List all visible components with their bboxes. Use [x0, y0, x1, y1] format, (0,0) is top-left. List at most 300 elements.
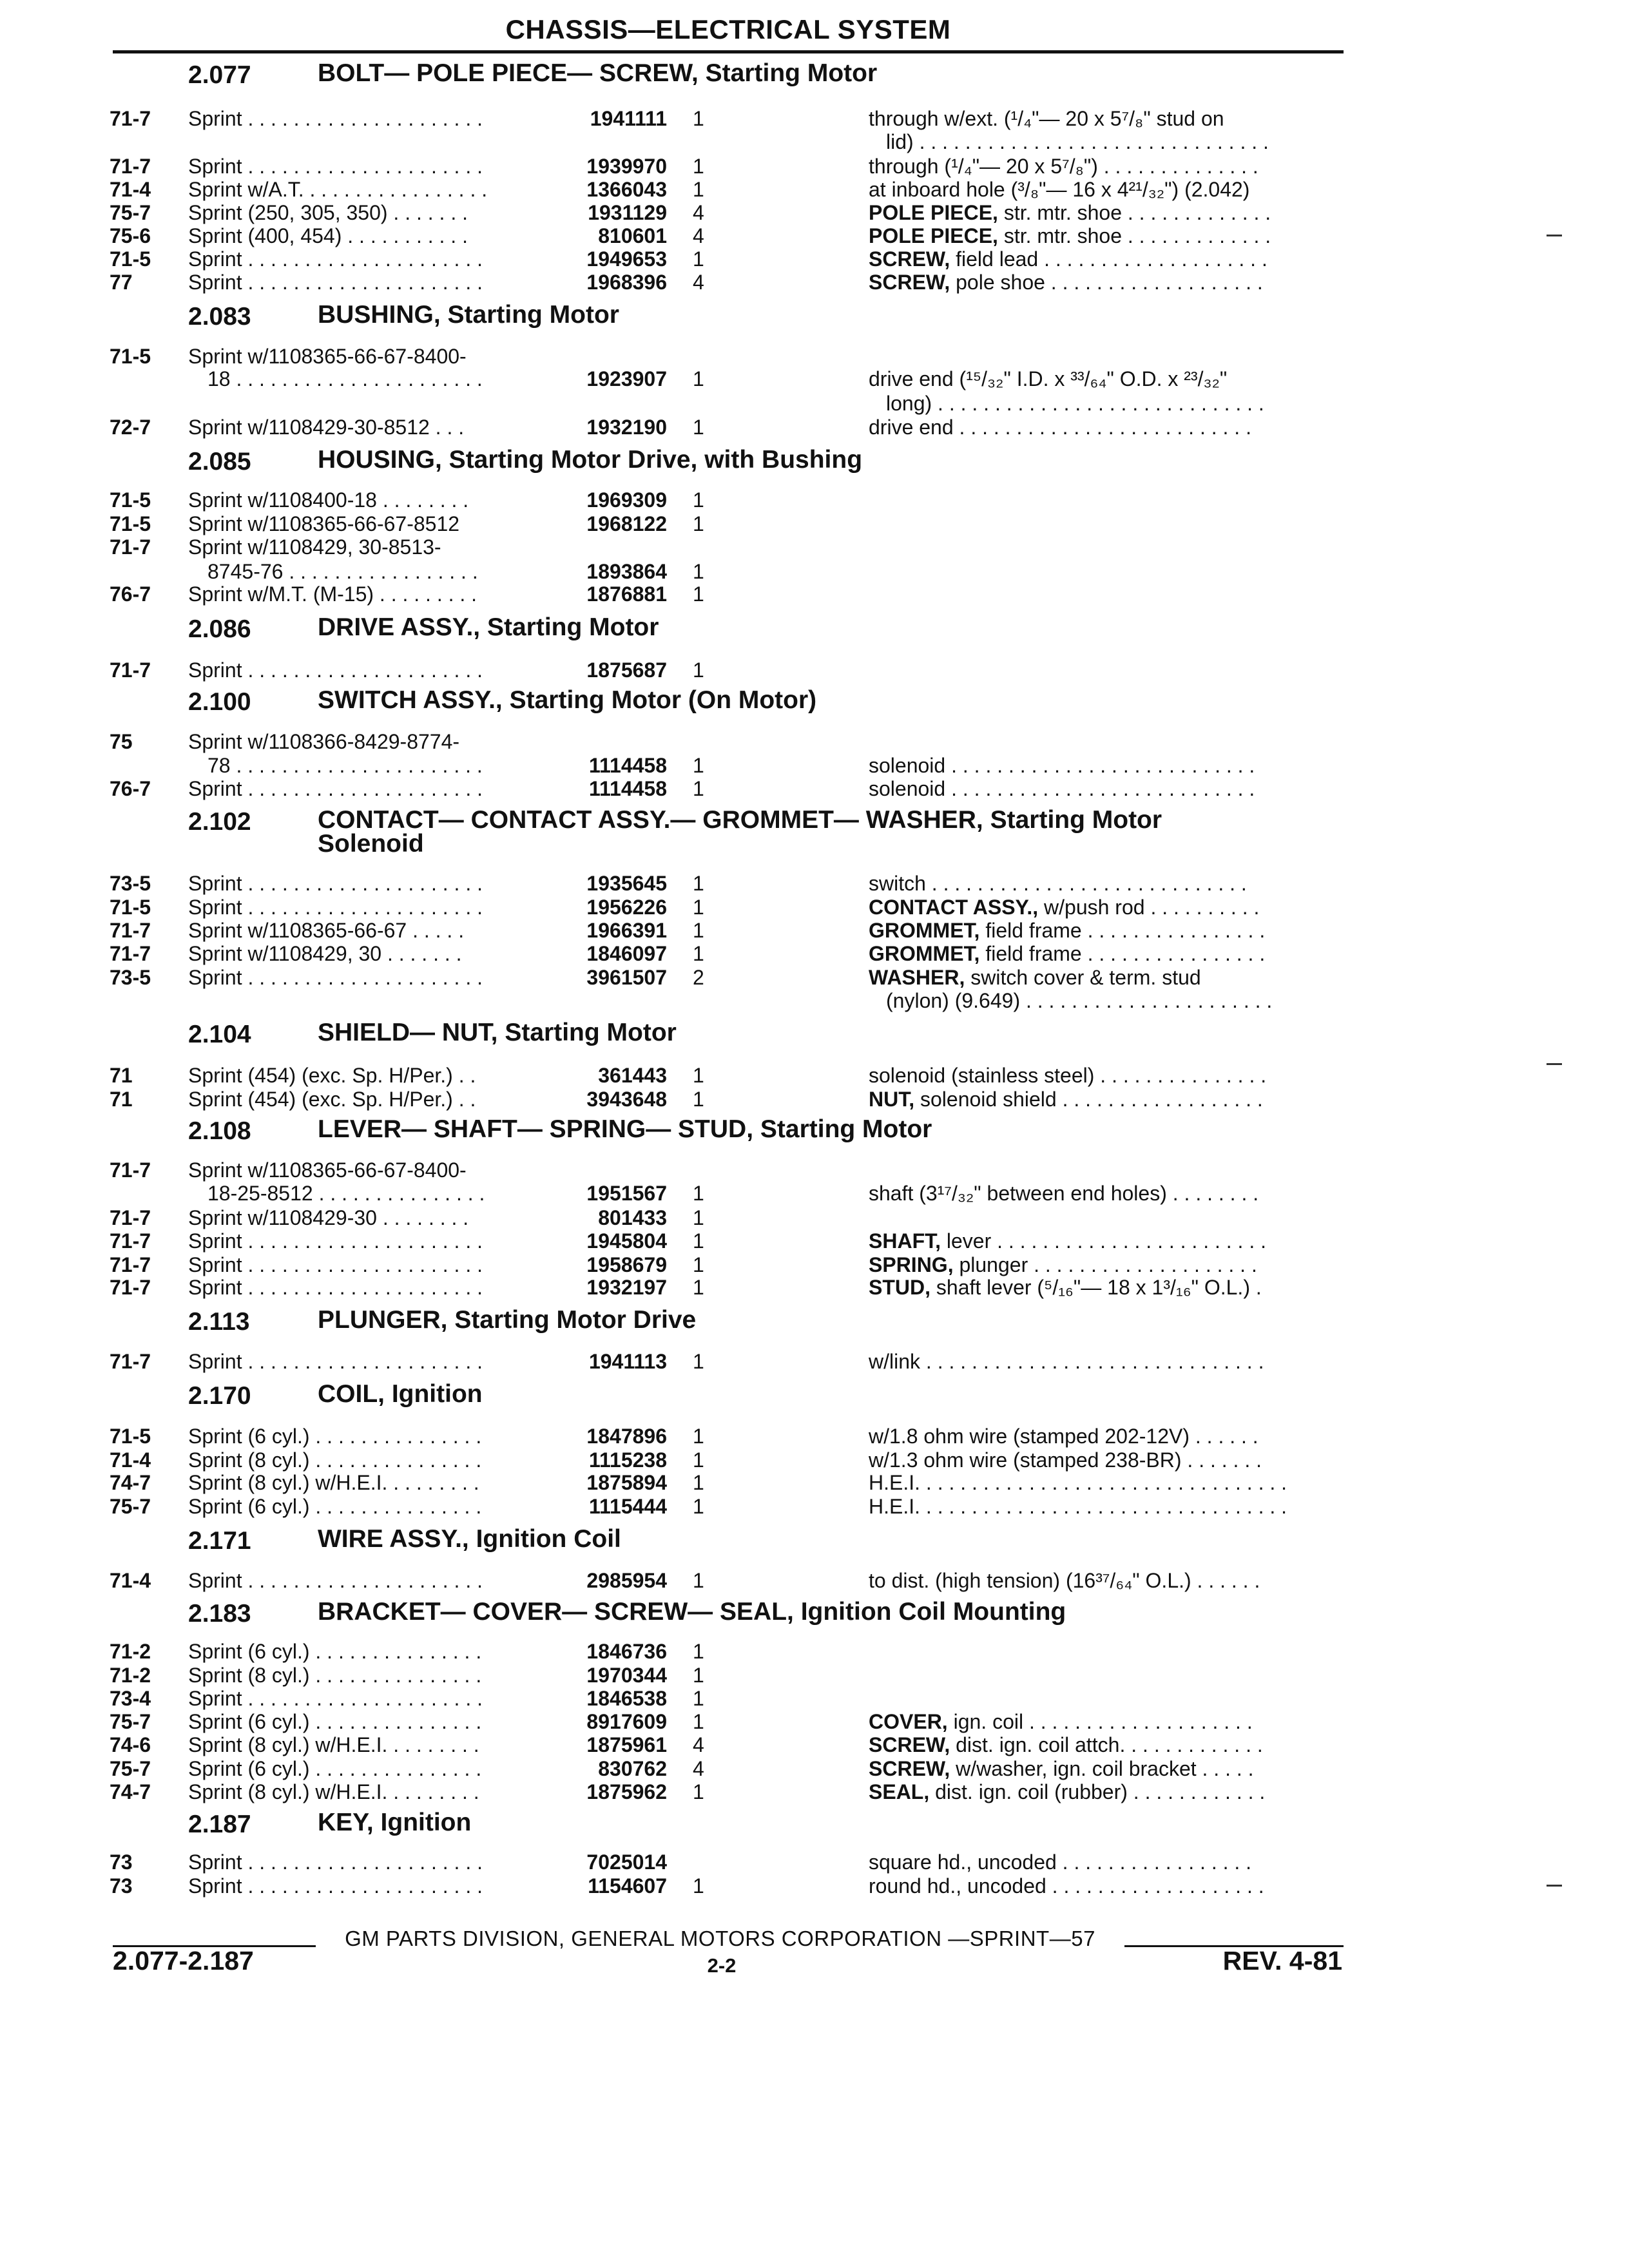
ref-number: 73	[110, 1850, 133, 1874]
table-row	[0, 488, 1629, 512]
table-row	[0, 1253, 1629, 1277]
quantity: 1	[693, 777, 704, 800]
ref-number: 73-5	[110, 966, 151, 989]
section-number: 2.170	[188, 1382, 251, 1410]
part-number: 1966391	[586, 919, 667, 942]
model-application: Sprint . . . . . . . . . . . . . . . . . . . . .	[188, 271, 483, 294]
section-number: 2.187	[188, 1811, 251, 1838]
part-number: 3961507	[586, 966, 667, 989]
quantity: 1	[693, 416, 704, 439]
part-number: 1970344	[586, 1664, 667, 1687]
part-number: 1968122	[586, 512, 667, 535]
quantity: 1	[693, 1350, 704, 1373]
table-row	[0, 1687, 1629, 1711]
description	[869, 1780, 1345, 1804]
description	[869, 1229, 1345, 1253]
part-number: 1931129	[588, 201, 667, 224]
section-heading	[0, 806, 1629, 858]
part-number: 1876881	[586, 582, 667, 606]
ref-number: 75-7	[110, 201, 151, 224]
section-heading	[0, 1382, 1629, 1413]
table-row	[0, 130, 1629, 154]
model-application: Sprint . . . . . . . . . . . . . . . . . . . . .	[188, 1569, 483, 1592]
description-text: solenoid shield . . . . . . . . . . . . . . . . . .	[914, 1088, 1263, 1111]
table-row	[0, 942, 1629, 966]
part-number: 1932197	[586, 1276, 667, 1299]
description-part-name: STUD,	[869, 1276, 930, 1299]
part-number: 1154607	[588, 1874, 667, 1898]
description-text: str. mtr. shoe . . . . . . . . . . . . .	[998, 224, 1271, 247]
model-application: Sprint (6 cyl.) . . . . . . . . . . . . . . .	[188, 1710, 482, 1733]
part-number: 1114458	[588, 754, 667, 777]
description-text: at inboard hole (³/₈"— 16 x 4²¹/₃₂") (2.042)	[869, 178, 1250, 201]
table-row	[0, 1471, 1629, 1495]
table-row	[0, 1640, 1629, 1664]
quantity: 1	[693, 1253, 704, 1276]
description-text: field lead . . . . . . . . . . . . . . . . . . . .	[950, 247, 1268, 271]
section-title	[318, 448, 1342, 472]
description-text: field frame . . . . . . . . . . . . . . . .	[979, 942, 1266, 965]
ref-number: 71-5	[110, 512, 151, 535]
quantity: 1	[693, 1088, 704, 1111]
quantity: 2	[693, 966, 704, 989]
part-number: 1923907	[586, 367, 667, 390]
ref-number: 76-7	[110, 582, 151, 606]
part-number: 8917609	[586, 1710, 667, 1733]
description	[869, 1495, 1345, 1519]
description	[869, 966, 1345, 990]
description-text: ign. coil . . . . . . . . . . . . . . . . . . . .	[947, 1710, 1253, 1733]
description	[886, 130, 1345, 154]
footer-page-number: 2-2	[707, 1954, 737, 1977]
section-title	[318, 303, 1342, 327]
quantity: 1	[693, 1182, 704, 1205]
description-text: round hd., uncoded . . . . . . . . . . . . . . . . . . .	[869, 1874, 1264, 1898]
part-number: 1875962	[586, 1780, 667, 1803]
section-number: 2.113	[188, 1308, 250, 1336]
description-part-name: SCREW,	[869, 271, 950, 294]
table-row	[0, 271, 1629, 294]
model-application: Sprint w/1108400-18 . . . . . . . .	[188, 488, 469, 512]
model-application: Sprint (8 cyl.) . . . . . . . . . . . . . . .	[188, 1448, 482, 1472]
table-row	[0, 1780, 1629, 1804]
ref-number: 71-4	[110, 1569, 151, 1592]
quantity: 4	[693, 224, 704, 247]
table-row	[0, 345, 1629, 369]
quantity: 1	[693, 1687, 704, 1710]
part-number: 1846736	[586, 1640, 667, 1663]
page-title: CHASSIS—ELECTRICAL SYSTEM	[505, 14, 951, 44]
model-application: Sprint . . . . . . . . . . . . . . . . . . . . .	[188, 1874, 483, 1898]
quantity: 1	[693, 1206, 704, 1229]
description-part-name: WASHER,	[869, 966, 965, 989]
ref-number: 73-5	[110, 872, 151, 895]
table-row	[0, 1664, 1629, 1687]
table-row	[0, 201, 1629, 225]
table-row	[0, 178, 1629, 202]
description	[869, 1253, 1345, 1277]
description-text: plunger . . . . . . . . . . . . . . . . . . . .	[953, 1253, 1257, 1276]
table-row	[0, 730, 1629, 754]
description-text: w/1.3 ohm wire (stamped 238-BR) . . . . . . .	[869, 1448, 1262, 1472]
model-application: Sprint (8 cyl.) w/H.E.I. . . . . . . . .	[188, 1780, 479, 1803]
section-title	[318, 1117, 1342, 1141]
table-row	[0, 560, 1629, 584]
ref-number: 71-7	[110, 942, 151, 965]
model-application: Sprint . . . . . . . . . . . . . . . . . . . . .	[188, 107, 483, 130]
table-row	[0, 658, 1629, 682]
description	[869, 896, 1345, 919]
margin-mark	[1547, 1885, 1562, 1887]
part-number: 1941113	[588, 1350, 667, 1373]
quantity: 1	[693, 1064, 704, 1087]
quantity: 4	[693, 1757, 704, 1780]
part-number: 1875961	[586, 1733, 667, 1756]
model-application: Sprint w/1108365-66-67-8512	[188, 512, 460, 535]
table-row	[0, 155, 1629, 178]
model-application: Sprint . . . . . . . . . . . . . . . . . . . . .	[188, 1229, 483, 1253]
model-application: Sprint (454) (exc. Sp. H/Per.) . .	[188, 1088, 476, 1111]
description	[869, 1182, 1345, 1206]
quantity: 1	[693, 560, 704, 583]
table-row	[0, 1733, 1629, 1757]
description	[869, 224, 1345, 248]
description	[869, 1757, 1345, 1781]
section-title	[318, 1382, 1342, 1406]
model-application: Sprint . . . . . . . . . . . . . . . . . . . . .	[188, 658, 483, 682]
ref-number: 73	[110, 1874, 133, 1898]
quantity: 1	[693, 658, 704, 682]
section-title-line: BUSHING, Starting Motor	[318, 301, 619, 329]
description	[869, 247, 1345, 271]
table-row	[0, 1757, 1629, 1781]
part-number: 1949653	[586, 247, 667, 271]
description-part-name: SEAL,	[869, 1780, 930, 1803]
table-row	[0, 1064, 1629, 1088]
quantity: 1	[693, 1229, 704, 1253]
part-number: 810601	[598, 224, 667, 247]
section-heading	[0, 1308, 1629, 1339]
part-number: 1846538	[586, 1687, 667, 1710]
section-title	[318, 1527, 1342, 1551]
ref-number: 72-7	[110, 416, 151, 439]
description-text: w/push rod . . . . . . . . . .	[1038, 896, 1260, 919]
quantity: 1	[693, 919, 704, 942]
table-row	[0, 1350, 1629, 1374]
model-application: Sprint w/1108366-8429-8774-	[188, 730, 460, 753]
ref-number: 71-4	[110, 178, 151, 201]
model-application: Sprint . . . . . . . . . . . . . . . . . . . . .	[188, 966, 483, 989]
part-number: 830762	[598, 1757, 667, 1780]
section-title-line: SWITCH ASSY., Starting Motor (On Motor)	[318, 686, 817, 714]
description-text: switch . . . . . . . . . . . . . . . . . . . . . . . . . . . .	[869, 872, 1247, 895]
table-row	[0, 1710, 1629, 1734]
description-text: drive end (¹⁵/₃₂" I.D. x ³³/₆₄" O.D. x ²³/₃₂"	[869, 367, 1228, 390]
margin-mark	[1547, 235, 1562, 236]
ref-number: 71-7	[110, 1229, 151, 1253]
model-application: 78 . . . . . . . . . . . . . . . . . . . . . .	[207, 754, 483, 777]
model-application: Sprint w/1108429, 30 . . . . . . .	[188, 942, 462, 965]
model-application: Sprint (250, 305, 350) . . . . . . .	[188, 201, 468, 224]
description-text: drive end . . . . . . . . . . . . . . . . . . . . . . . . . .	[869, 416, 1251, 439]
section-title-line: BOLT— POLE PIECE— SCREW, Starting Motor	[318, 59, 878, 87]
model-application: Sprint w/1108429, 30-8513-	[188, 535, 441, 559]
ref-number: 71-7	[110, 1350, 151, 1373]
table-row	[0, 1495, 1629, 1519]
table-row	[0, 1088, 1629, 1111]
description	[869, 1088, 1345, 1111]
description	[869, 919, 1345, 943]
description-part-name: GROMMET,	[869, 919, 980, 942]
section-number: 2.077	[188, 61, 251, 89]
part-number: 1951567	[586, 1182, 667, 1205]
section-title	[318, 61, 1342, 85]
section-title-line: Solenoid	[318, 830, 424, 858]
description	[869, 872, 1345, 896]
model-application: Sprint (8 cyl.) w/H.E.I. . . . . . . . .	[188, 1471, 479, 1494]
section-number: 2.083	[188, 303, 251, 331]
part-number: 2985954	[586, 1569, 667, 1592]
section-number: 2.100	[188, 688, 251, 716]
quantity: 1	[693, 1495, 704, 1518]
description	[869, 1569, 1345, 1593]
section-title-line: HOUSING, Starting Motor Drive, with Bushing	[318, 446, 863, 474]
model-application: Sprint . . . . . . . . . . . . . . . . . . . . .	[188, 777, 483, 800]
ref-number: 71-7	[110, 658, 151, 682]
section-title	[318, 808, 1342, 856]
section-title-line: PLUNGER, Starting Motor Drive	[318, 1306, 697, 1334]
part-number: 1115238	[588, 1448, 667, 1472]
model-application: Sprint (6 cyl.) . . . . . . . . . . . . . . .	[188, 1757, 482, 1780]
quantity: 1	[693, 582, 704, 606]
description-text: H.E.I. . . . . . . . . . . . . . . . . . . . . . . . . . . . . . . . .	[869, 1495, 1287, 1518]
quantity: 1	[693, 942, 704, 965]
table-row	[0, 107, 1629, 131]
description-text: switch cover & term. stud	[965, 966, 1201, 989]
table-row	[0, 1182, 1629, 1206]
part-number: 1935645	[586, 872, 667, 895]
model-application: 18-25-8512 . . . . . . . . . . . . . . .	[207, 1182, 485, 1205]
section-title-line: CONTACT— CONTACT ASSY.— GROMMET— WASHER, Starting Motor	[318, 806, 1162, 834]
description	[869, 754, 1345, 778]
description-text: w/1.8 ohm wire (stamped 202-12V) . . . . . .	[869, 1425, 1258, 1448]
ref-number: 73-4	[110, 1687, 151, 1710]
ref-number: 71-5	[110, 896, 151, 919]
table-row	[0, 1425, 1629, 1448]
description-text: w/link . . . . . . . . . . . . . . . . . . . . . . . . . . . . . .	[869, 1350, 1264, 1373]
table-row	[0, 1569, 1629, 1593]
table-row	[0, 247, 1629, 271]
margin-mark	[1547, 1063, 1562, 1065]
ref-number: 71-5	[110, 247, 151, 271]
model-application: Sprint . . . . . . . . . . . . . . . . . . . . .	[188, 896, 483, 919]
model-application: 8745-76 . . . . . . . . . . . . . . . . .	[207, 560, 478, 583]
model-application: Sprint (6 cyl.) . . . . . . . . . . . . . . .	[188, 1425, 482, 1448]
part-number: 1932190	[586, 416, 667, 439]
section-heading	[0, 303, 1629, 334]
part-number: 1893864	[586, 560, 667, 583]
section-title-line: DRIVE ASSY., Starting Motor	[318, 613, 659, 641]
table-row	[0, 416, 1629, 439]
model-application: 18 . . . . . . . . . . . . . . . . . . . . . .	[207, 367, 483, 390]
model-application: Sprint (454) (exc. Sp. H/Per.) . .	[188, 1064, 476, 1087]
footer-section-range: 2.077-2.187	[113, 1946, 254, 1975]
section-title-line: SHIELD— NUT, Starting Motor	[318, 1019, 677, 1046]
description-part-name: POLE PIECE,	[869, 201, 998, 224]
table-row	[0, 966, 1629, 990]
ref-number: 74-7	[110, 1471, 151, 1494]
part-number: 1875894	[586, 1471, 667, 1494]
section-number: 2.085	[188, 448, 251, 476]
ref-number: 71-7	[110, 1158, 151, 1182]
ref-number: 71-2	[110, 1664, 151, 1687]
section-heading	[0, 1527, 1629, 1558]
model-application: Sprint w/1108429-30-8512 . . .	[188, 416, 465, 439]
part-number: 1114458	[588, 777, 667, 800]
table-row	[0, 392, 1629, 416]
part-number: 1115444	[588, 1495, 667, 1518]
table-row	[0, 512, 1629, 536]
model-application: Sprint (8 cyl.) w/H.E.I. . . . . . . . .	[188, 1733, 479, 1756]
part-number: 1366043	[586, 178, 667, 201]
description-text: H.E.I. . . . . . . . . . . . . . . . . . . . . . . . . . . . . . . . .	[869, 1471, 1287, 1494]
section-title	[318, 688, 1342, 712]
description-part-name: SCREW,	[869, 1757, 950, 1780]
table-row	[0, 367, 1629, 391]
ref-number: 71-5	[110, 488, 151, 512]
model-application: Sprint w/1108365-66-67-8400-	[188, 345, 467, 368]
part-number: 1939970	[586, 155, 667, 178]
quantity: 4	[693, 201, 704, 224]
description-text: through (¹/₄"— 20 x 5⁷/₈") . . . . . . . . . . . . . .	[869, 155, 1258, 178]
description	[869, 1471, 1345, 1495]
quantity: 4	[693, 1733, 704, 1756]
section-title	[318, 1308, 1342, 1332]
quantity: 1	[693, 1448, 704, 1472]
description-part-name: GROMMET,	[869, 942, 980, 965]
ref-number: 71	[110, 1088, 133, 1111]
table-row	[0, 872, 1629, 896]
quantity: 1	[693, 1276, 704, 1299]
quantity: 1	[693, 247, 704, 271]
quantity: 1	[693, 488, 704, 512]
section-title-line: COIL, Ignition	[318, 1380, 483, 1408]
part-number: 7025014	[586, 1850, 667, 1874]
ref-number: 71-7	[110, 1253, 151, 1276]
section-title	[318, 1021, 1342, 1044]
quantity: 1	[693, 1471, 704, 1494]
part-number: 1956226	[586, 896, 667, 919]
ref-number: 75-7	[110, 1495, 151, 1518]
table-row	[0, 582, 1629, 606]
table-row	[0, 1158, 1629, 1182]
model-application: Sprint . . . . . . . . . . . . . . . . . . . . .	[188, 1850, 483, 1874]
table-row	[0, 989, 1629, 1013]
section-title	[318, 1600, 1342, 1624]
description-part-name: COVER,	[869, 1710, 948, 1733]
description-text: shaft (3¹⁷/₃₂" between end holes) . . . . . . . .	[869, 1182, 1259, 1205]
model-application: Sprint . . . . . . . . . . . . . . . . . . . . .	[188, 1253, 483, 1276]
description	[869, 271, 1345, 294]
description-part-name: SCREW,	[869, 247, 950, 271]
ref-number: 74-7	[110, 1780, 151, 1803]
model-application: Sprint . . . . . . . . . . . . . . . . . . . . .	[188, 1276, 483, 1299]
description-part-name: CONTACT ASSY.,	[869, 896, 1039, 919]
quantity: 1	[693, 1425, 704, 1448]
description	[869, 1350, 1345, 1374]
quantity: 1	[693, 1640, 704, 1663]
table-row	[0, 896, 1629, 919]
section-heading	[0, 688, 1629, 719]
description	[869, 178, 1345, 202]
model-application: Sprint . . . . . . . . . . . . . . . . . . . . .	[188, 1350, 483, 1373]
table-row	[0, 754, 1629, 778]
description-part-name: POLE PIECE,	[869, 224, 998, 247]
table-row	[0, 224, 1629, 248]
section-title	[318, 615, 1342, 639]
description	[869, 107, 1345, 131]
table-row	[0, 1850, 1629, 1874]
ref-number: 71-7	[110, 155, 151, 178]
description	[869, 1448, 1345, 1472]
quantity: 1	[693, 1710, 704, 1733]
description-text: solenoid (stainless steel) . . . . . . . . . . . . . . .	[869, 1064, 1267, 1087]
ref-number: 75-7	[110, 1710, 151, 1733]
model-application: Sprint w/1108429-30 . . . . . . . .	[188, 1206, 469, 1229]
section-title-line: BRACKET— COVER— SCREW— SEAL, Ignition Coil Mounting	[318, 1598, 1066, 1626]
description-text: square hd., uncoded . . . . . . . . . . . . . . . . .	[869, 1850, 1252, 1874]
ref-number: 71-5	[110, 345, 151, 368]
part-number: 1945804	[586, 1229, 667, 1253]
model-application: Sprint w/1108365-66-67-8400-	[188, 1158, 467, 1182]
quantity: 1	[693, 1874, 704, 1898]
quantity: 1	[693, 107, 704, 130]
description	[869, 1874, 1345, 1898]
quantity: 1	[693, 512, 704, 535]
ref-number: 71-7	[110, 107, 151, 130]
description	[869, 777, 1345, 801]
description-text: lever . . . . . . . . . . . . . . . . . . . . . . . .	[941, 1229, 1266, 1253]
section-heading	[0, 448, 1629, 479]
description	[869, 367, 1345, 391]
table-row	[0, 535, 1629, 559]
description-part-name: NUT,	[869, 1088, 915, 1111]
description	[886, 989, 1345, 1013]
ref-number: 71-7	[110, 919, 151, 942]
part-number: 1875687	[586, 658, 667, 682]
description-text: through w/ext. (¹/₄"— 20 x 5⁷/₈" stud on	[869, 107, 1224, 130]
ref-number: 71-7	[110, 1206, 151, 1229]
part-number: 801433	[598, 1206, 667, 1229]
section-heading	[0, 1021, 1629, 1052]
quantity: 1	[693, 896, 704, 919]
table-row	[0, 777, 1629, 801]
description-part-name: SPRING,	[869, 1253, 954, 1276]
section-heading	[0, 1600, 1629, 1631]
section-title-line: LEVER— SHAFT— SPRING— STUD, Starting Motor	[318, 1115, 932, 1143]
description-text: (nylon) (9.649) . . . . . . . . . . . . . . . . . . . . . .	[886, 989, 1273, 1012]
description-text: field frame . . . . . . . . . . . . . . . .	[979, 919, 1266, 942]
description	[869, 1064, 1345, 1088]
table-row	[0, 919, 1629, 943]
section-heading	[0, 1811, 1629, 1841]
ref-number: 71	[110, 1064, 133, 1087]
ref-number: 71-2	[110, 1640, 151, 1663]
description-part-name: SCREW,	[869, 1733, 950, 1756]
quantity: 1	[693, 1780, 704, 1803]
description-text: w/washer, ign. coil bracket . . . . .	[950, 1757, 1254, 1780]
section-title	[318, 1811, 1342, 1834]
